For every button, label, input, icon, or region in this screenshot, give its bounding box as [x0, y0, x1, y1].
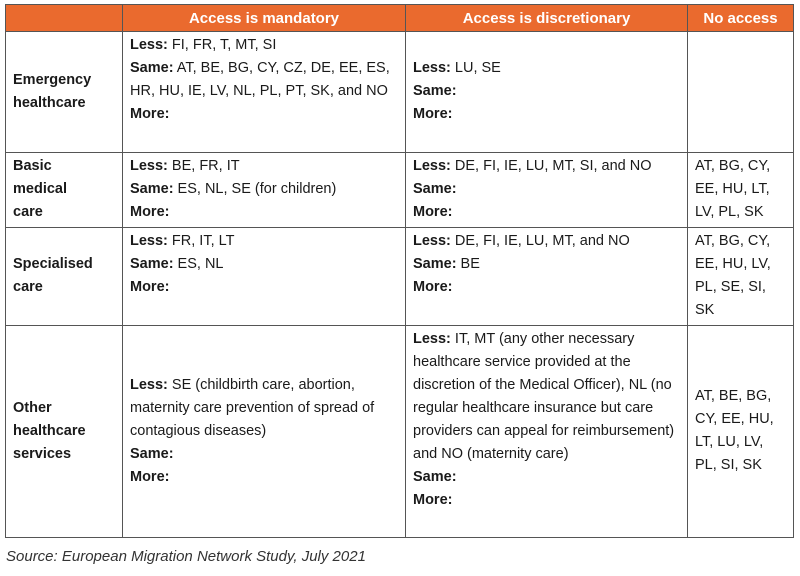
discretionary-cell	[406, 153, 688, 228]
discretionary-cell	[406, 32, 688, 153]
more-line: More:	[413, 204, 453, 220]
more-line: More:	[413, 492, 453, 508]
healthcare-access-table	[5, 4, 794, 538]
more-line: More:	[130, 204, 170, 220]
same-line: Same: BE	[413, 256, 480, 272]
table-row	[6, 153, 794, 228]
no-access-cell: AT, BG, CY, EE, HU, LT, LV, PL, SK	[688, 153, 794, 228]
mandatory-cell	[123, 228, 406, 326]
row-label: Emergency healthcare	[6, 32, 123, 153]
header-mandatory: Access is mandatory	[123, 5, 406, 32]
header-row	[6, 5, 794, 32]
mandatory-cell	[123, 32, 406, 153]
no-access-cell	[688, 32, 794, 153]
no-access-cell: AT, BE, BG, CY, EE, HU, LT, LU, LV, PL, SI, SK	[688, 326, 794, 538]
same-line: Same:	[413, 469, 457, 485]
header-empty	[6, 5, 123, 32]
less-line: Less: LU, SE	[413, 60, 501, 76]
header-discretionary: Access is discretionary	[406, 5, 688, 32]
mandatory-cell	[123, 153, 406, 228]
less-line: Less: IT, MT (any other necessary healthcare service provided at the discretion of the Medical Officer), NL (no regular healthcare insurance but care providers can appeal for reimbursement) and NO (maternity care)	[413, 331, 675, 462]
less-line: Less: BE, FR, IT	[130, 158, 240, 174]
row-label: Other healthcare services	[6, 326, 123, 538]
same-line: Same: ES, NL, SE (for children)	[130, 181, 337, 197]
more-line: More:	[130, 468, 170, 485]
same-line: Same:	[413, 83, 457, 99]
less-line: Less: SE (childbirth care, abortion, maternity care prevention of spread of contagious diseases)	[130, 376, 375, 439]
header-no-access: No access	[688, 5, 794, 32]
discretionary-cell	[406, 326, 688, 538]
table-row	[6, 326, 794, 538]
less-line: Less: FR, IT, LT	[130, 233, 235, 249]
less-line: Less: DE, FI, IE, LU, MT, SI, and NO	[413, 158, 652, 174]
discretionary-cell	[406, 228, 688, 326]
no-access-cell: AT, BG, CY, EE, HU, LV, PL, SE, SI, SK	[688, 228, 794, 326]
more-line: More:	[130, 106, 170, 122]
more-line: More:	[413, 279, 453, 295]
source-caption: Source: European Migration Network Study, July 2021	[6, 548, 366, 565]
table-row	[6, 228, 794, 326]
same-line: Same: ES, NL	[130, 256, 224, 272]
table-row	[6, 32, 794, 153]
same-line: Same: AT, BE, BG, CY, CZ, DE, EE, ES, HR, HU, IE, LV, NL, PL, PT, SK, and NO	[130, 60, 390, 99]
same-line: Same:	[413, 181, 457, 197]
less-line: Less: DE, FI, IE, LU, MT, and NO	[413, 233, 630, 249]
row-label: Specialised care	[6, 228, 123, 326]
more-line: More:	[413, 106, 453, 122]
same-line: Same:	[130, 445, 174, 462]
less-line: Less: FI, FR, T, MT, SI	[130, 37, 277, 53]
more-line: More:	[130, 279, 170, 295]
mandatory-cell	[123, 326, 406, 538]
row-label: Basic medical care	[6, 153, 123, 228]
